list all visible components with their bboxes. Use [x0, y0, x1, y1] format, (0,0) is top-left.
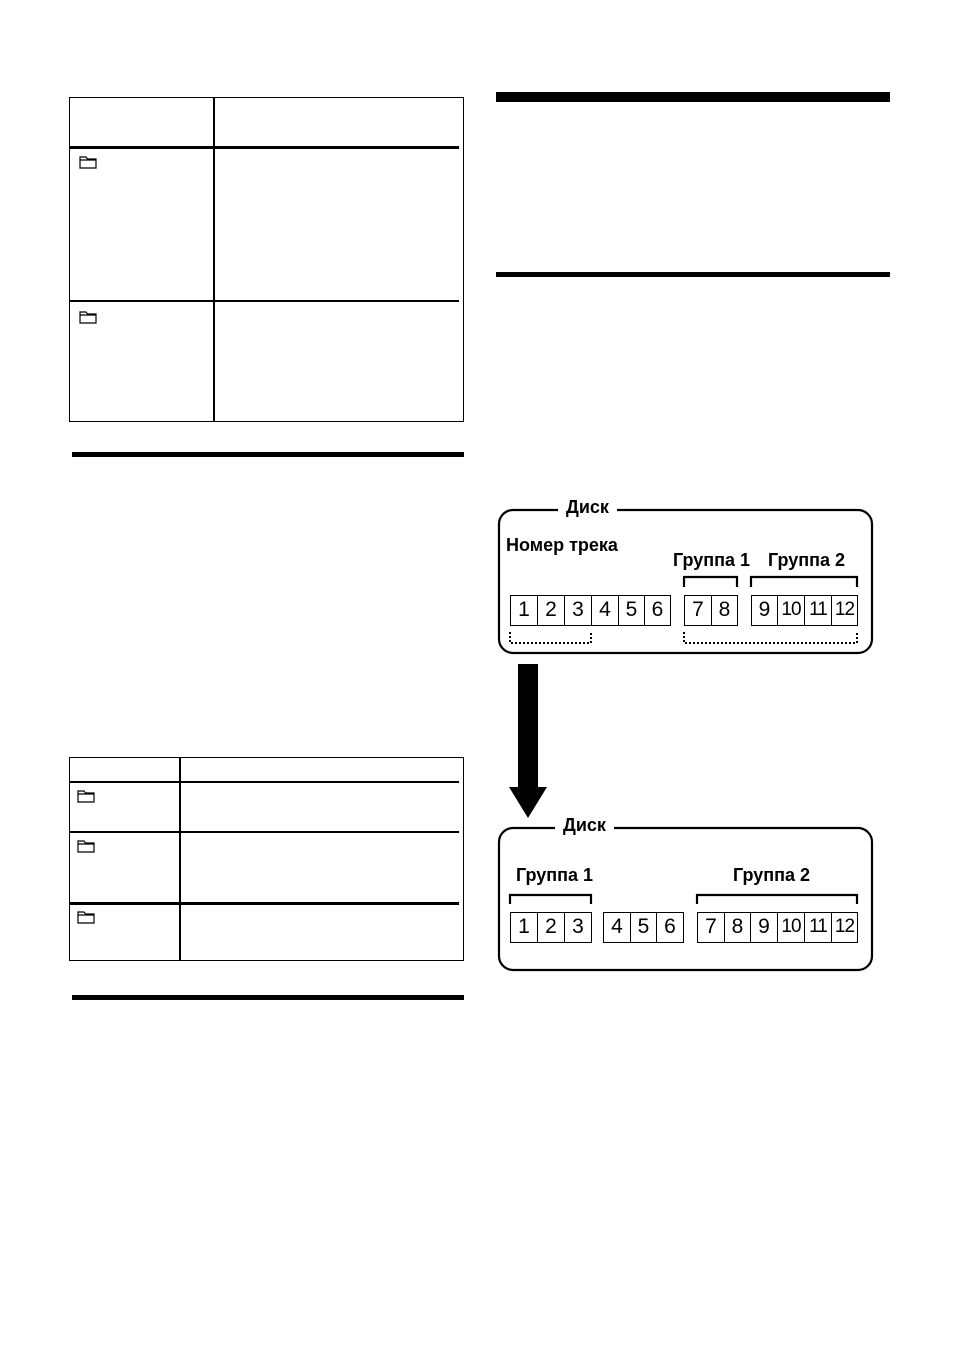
- track-cell: 5: [618, 595, 645, 626]
- section-rule: [72, 995, 464, 1000]
- track-cell: 10: [777, 912, 805, 943]
- table-b: [69, 757, 464, 961]
- table-a-row-divider: [69, 300, 459, 302]
- track-cell: 11: [804, 912, 832, 943]
- track-cell: 11: [804, 595, 832, 626]
- group2-label-after: Группа 2: [733, 865, 811, 885]
- track-cell: 9: [750, 912, 778, 943]
- track-cell: 4: [603, 912, 631, 943]
- folder-icon: [77, 789, 95, 803]
- track-cell: 3: [564, 595, 592, 626]
- section-rule: [496, 92, 890, 102]
- track-cell: 1: [510, 912, 538, 943]
- folder-icon: [79, 310, 97, 324]
- track-cell: 4: [591, 595, 619, 626]
- group2-label-before: Группа 2: [768, 550, 846, 570]
- disc-label-before: Диск: [558, 497, 617, 517]
- table-b-column-divider: [179, 757, 181, 961]
- track-cell: 3: [564, 912, 592, 943]
- track-cell: 5: [630, 912, 657, 943]
- folder-icon: [77, 839, 95, 853]
- track-number-label: Номер трека: [506, 535, 618, 555]
- track-cell: 9: [751, 595, 778, 626]
- track-cell: 2: [537, 595, 565, 626]
- table-a-header-rule: [69, 146, 459, 149]
- table-b-header-rule: [69, 781, 459, 783]
- track-cell: 2: [537, 912, 565, 943]
- track-cell: 8: [724, 912, 751, 943]
- track-cell: 7: [684, 595, 712, 626]
- folder-icon: [79, 155, 97, 169]
- track-cell: 1: [510, 595, 538, 626]
- track-cell: 10: [777, 595, 805, 626]
- track-cell: 6: [656, 912, 684, 943]
- track-cell: 7: [697, 912, 725, 943]
- section-rule: [496, 272, 890, 277]
- table-b-row-divider: [69, 831, 459, 833]
- group1-label-after: Группа 1: [516, 865, 594, 885]
- section-rule: [72, 452, 464, 457]
- table-b-row-divider: [69, 902, 459, 905]
- track-cell: 12: [831, 595, 858, 626]
- group1-label-before: Группа 1: [673, 550, 751, 570]
- disc-label-after: Диск: [555, 815, 614, 835]
- track-cell: 6: [644, 595, 671, 626]
- track-cell: 12: [831, 912, 858, 943]
- track-cell: 8: [711, 595, 738, 626]
- folder-icon: [77, 910, 95, 924]
